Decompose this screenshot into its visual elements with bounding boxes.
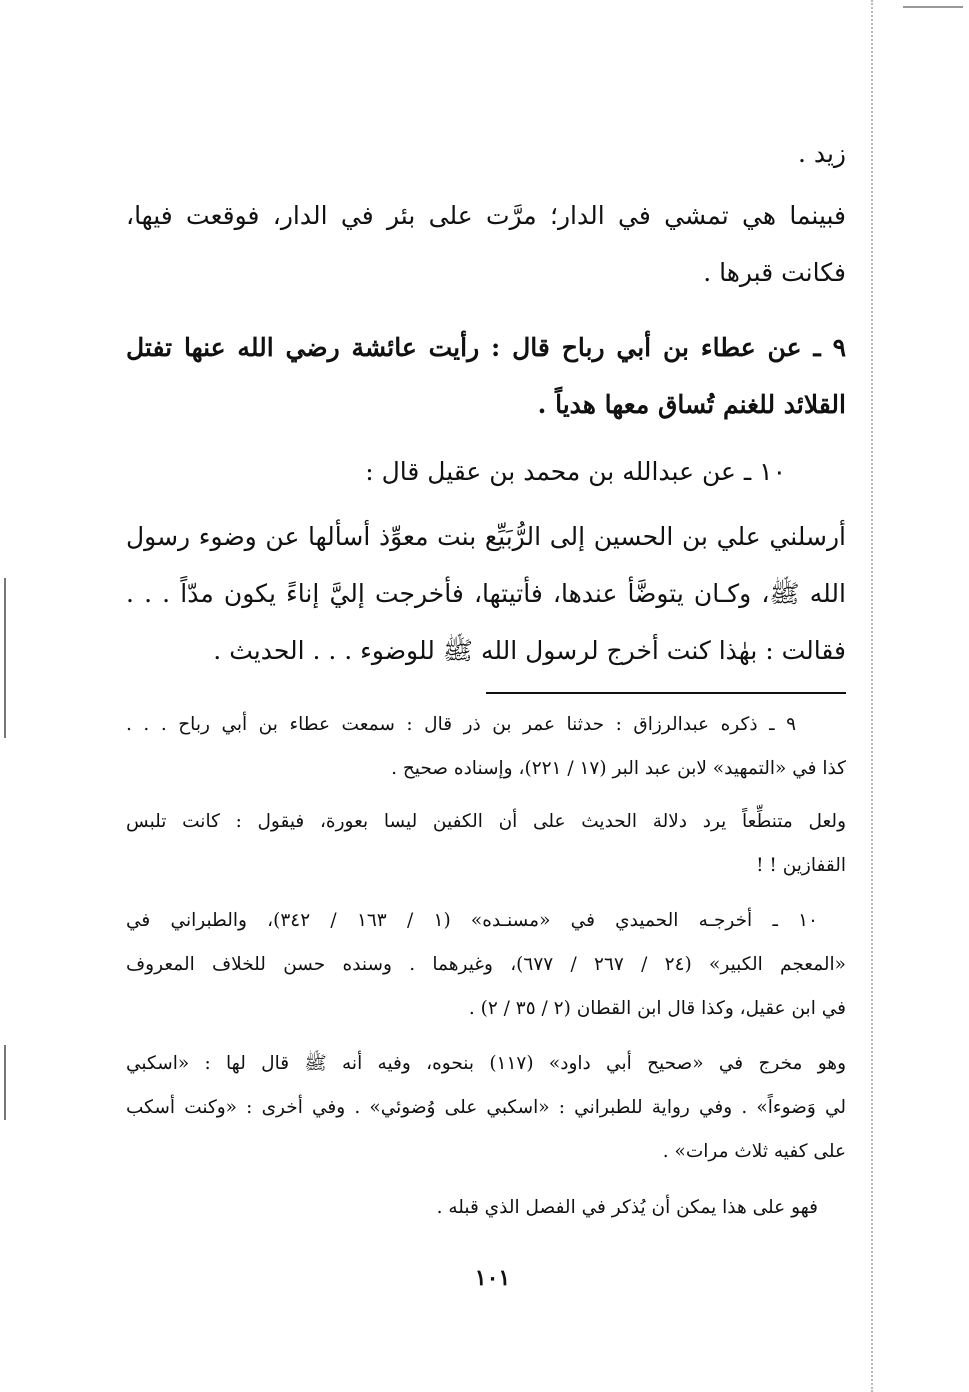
footnote-line: ١٠ ـ أخرجـه الحميدي في «مسنـده» (١ / ١٦٣ / ٣٤٢)، والطبراني في (126, 910, 818, 931)
scan-edge-mark (4, 1045, 6, 1120)
scan-edge-mark (903, 6, 963, 8)
text-line: فكانت قبرها . (703, 258, 846, 287)
footnote-9-comment (126, 800, 846, 888)
footnote-line: فهو على هذا يمكن أن يُذكر في الفصل الذي قبله . (436, 1197, 818, 1218)
hadith-10-heading (126, 443, 816, 500)
footnote-line: في ابن عقيل، وكذا قال ابن القطان (٢ / ٣٥ / ٢) . (468, 998, 846, 1019)
footnote-line: ٩ ـ ذكره عبدالرزاق : حدثنا عمر بن ذر قال : سمعت عطاء بن أبي رباح . . . (126, 714, 796, 735)
footnote-10 (126, 899, 846, 1031)
page-number: ١٠١ (474, 1265, 511, 1291)
text-line: ٩ ـ عن عطاء بن أبي رباح قال : رأيت عائشة رضي الله عنها تفتل (126, 333, 846, 362)
footnote-line: القفازين ! ! (756, 855, 846, 876)
text-line: الله ﷺ، وكـان يتوضَّأ عندها، فأتيتها، فأخرجت إليَّ إناءً يكون مدّاً . . . (126, 579, 846, 608)
text-line: ١٠ ـ عن عبدالله بن محمد بن عقيل قال : (365, 457, 786, 486)
hadith-10-body (126, 508, 846, 679)
text-line: فقالت : بهٰذا كنت أخرج لرسول الله ﷺ للوضوء . . . الحديث . (213, 636, 846, 665)
footnote-line: لي وَضوءاً» . وفي رواية للطبراني : «اسكبي على وُضوئي» . وفي أخرى : «وكنت أسكب (126, 1097, 846, 1118)
text-line: زيد . (797, 139, 846, 168)
text-line: أرسلني علي بن الحسين إلى الرُّبَيِّع بنت معوِّذ أسألها عن وضوء رسول (126, 522, 846, 551)
paragraph-story (126, 187, 846, 301)
hadith-9 (126, 319, 846, 433)
text-line: القلائد للغنم تُساق معها هدياً . (537, 390, 846, 419)
paragraph-continuation (126, 125, 846, 182)
footnote-9 (126, 703, 846, 791)
footnote-10-comment (126, 1042, 846, 1174)
scan-edge-dots (871, 0, 873, 1392)
footnote-line: ولعل متنطِّعاً يرد دلالة الحديث على أن الكفين ليسا بعورة، فيقول : كانت تلبس (126, 811, 847, 832)
footnote-line: على كفيه ثلاث مرات» . (662, 1141, 846, 1162)
scan-edge-mark (4, 578, 6, 738)
footnote-line: وهو مخرج في «صحيح أبي داود» (١١٧) بنحوه، وفيه أنه ﷺ قال لها : «اسكبي (126, 1053, 847, 1074)
footnote-line: «المعجم الكبير» (٢٤ / ٢٦٧ / ٦٧٧)، وغيرهما . وسنده حسن للخلاف المعروف (126, 954, 847, 975)
footnote-separator (486, 692, 846, 694)
footnote-line: كذا في «التمهيد» لابن عبد البر (١٧ / ٢٢١)، وإسناده صحيح . (391, 758, 846, 779)
footnote-10-conclusion (126, 1186, 846, 1230)
text-line: فبينما هي تمشي في الدار؛ مرَّت على بئر في الدار، فوقعت فيها، (126, 201, 846, 230)
